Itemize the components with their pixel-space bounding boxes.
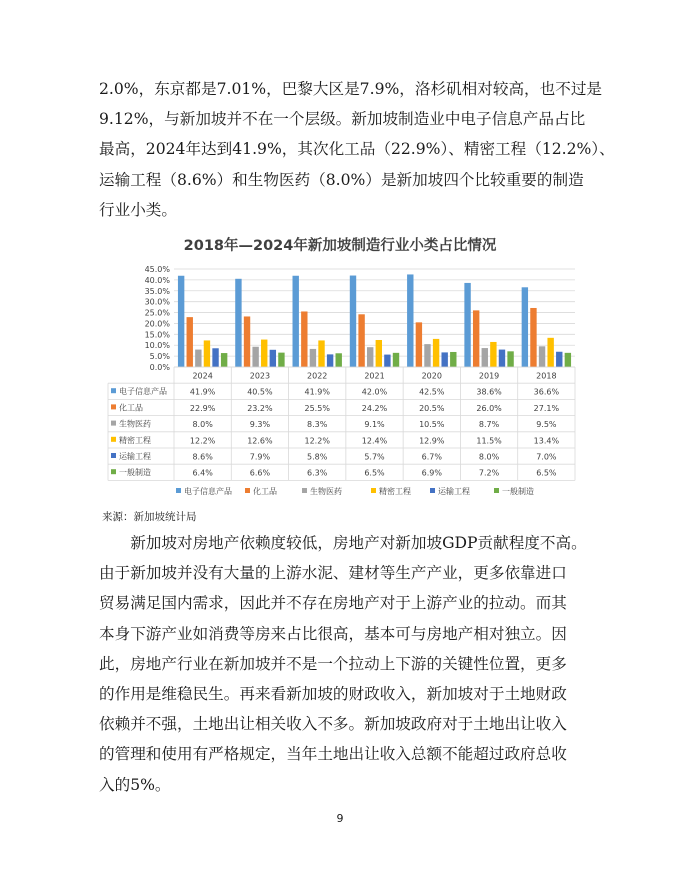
x-category-label: 2019 xyxy=(478,371,500,381)
bar xyxy=(336,353,342,367)
y-tick-label: 10.0% xyxy=(144,341,170,351)
data-label: 38.6% xyxy=(476,387,502,397)
legend-label: 生物医药 xyxy=(310,487,342,496)
data-label: 20.5% xyxy=(419,403,445,413)
bar xyxy=(301,311,307,367)
legend-swatch xyxy=(371,488,376,493)
data-label: 26.0% xyxy=(476,403,502,413)
text-line: 新加坡对房地产依赖度较低，房地产对新加坡GDP贡献程度不高。 xyxy=(99,534,587,552)
data-label: 9.3% xyxy=(249,420,271,430)
y-tick-label: 45.0% xyxy=(144,265,170,274)
bar xyxy=(235,279,241,367)
data-label: 23.2% xyxy=(247,403,273,413)
bar xyxy=(204,340,210,367)
legend-key xyxy=(111,388,116,393)
bar xyxy=(221,353,227,367)
data-label: 13.4% xyxy=(533,436,560,446)
data-label: 42.5% xyxy=(419,387,445,397)
legend-label: 电子信息产品 xyxy=(184,487,232,496)
legend-key xyxy=(111,421,116,426)
bar xyxy=(499,350,505,367)
data-label: 5.7% xyxy=(364,452,385,462)
text-line: 行业小类。 xyxy=(99,200,177,219)
legend-key xyxy=(111,453,116,458)
data-label: 36.6% xyxy=(533,387,560,397)
y-tick-label: 20.0% xyxy=(144,319,170,329)
text-line: 的管理和使用有严格规定，当年土地出让收入总额不能超过政府总收 xyxy=(99,745,567,764)
text-line: 此，房地产行业在新加坡并不是一个拉动上下游的关键性位置，更多 xyxy=(99,654,567,673)
legend-label: 化工品 xyxy=(253,487,277,496)
text-line: 由于新加坡并没有大量的上游水泥、建材等生产产业，更多依靠进口 xyxy=(99,564,567,583)
bar xyxy=(318,340,324,367)
data-label: 12.6% xyxy=(247,436,273,446)
bar xyxy=(178,276,184,367)
legend-swatch xyxy=(302,488,307,493)
text-line: 运输工程（8.6%）和生物医药（8.0%）是新加坡四个比较重要的制造 xyxy=(99,170,584,189)
bar xyxy=(424,344,430,367)
text-line: 入的5%。 xyxy=(99,775,171,794)
data-label: 6.5% xyxy=(364,468,385,478)
bar xyxy=(433,339,439,367)
data-label: 8.0% xyxy=(478,452,500,462)
bar xyxy=(358,314,364,367)
data-label: 41.9% xyxy=(189,387,216,397)
data-label: 6.9% xyxy=(421,468,442,478)
text-line: 的作用是维稳民生。再来看新加坡的财政收入，新加坡对于土地财政 xyxy=(99,685,567,704)
bar xyxy=(212,348,218,367)
x-category-label: 2024 xyxy=(192,371,213,381)
data-label: 9.5% xyxy=(536,420,557,430)
data-label: 5.8% xyxy=(307,452,328,462)
data-label: 40.5% xyxy=(247,387,273,397)
text-line: 9.12%，与新加坡并不在一个层级。新加坡制造业中电子信息产品占比 xyxy=(99,110,586,129)
data-label: 7.2% xyxy=(478,468,500,478)
data-label: 6.7% xyxy=(421,452,442,462)
y-tick-label: 30.0% xyxy=(144,297,170,307)
chart-title: 2018年—2024年新加坡制造行业小类占比情况 xyxy=(183,238,497,254)
body-paragraph-top xyxy=(99,74,619,225)
data-label: 12.4% xyxy=(361,436,388,446)
legend-label: 一般制造 xyxy=(502,487,534,496)
legend-key xyxy=(111,404,116,409)
data-label: 8.7% xyxy=(478,420,500,430)
data-label: 41.9% xyxy=(304,387,330,397)
y-tick-label: 5.0% xyxy=(149,352,170,362)
bar xyxy=(278,353,284,367)
data-label: 27.1% xyxy=(533,403,560,413)
bar xyxy=(393,353,399,367)
bar xyxy=(350,276,356,367)
data-label: 6.4% xyxy=(192,468,213,478)
bar xyxy=(327,354,333,367)
bar xyxy=(556,352,562,367)
legend-swatch xyxy=(176,488,181,493)
y-tick-label: 25.0% xyxy=(144,308,170,318)
bar xyxy=(252,347,258,367)
data-label: 12.9% xyxy=(419,436,445,446)
data-label: 8.0% xyxy=(192,420,213,430)
bar xyxy=(490,342,496,367)
data-label: 24.2% xyxy=(361,403,388,413)
table-row-label: 精密工程 xyxy=(119,435,151,445)
x-category-label: 2020 xyxy=(421,371,442,381)
bar xyxy=(187,317,193,367)
table-row-label: 一般制造 xyxy=(119,468,151,478)
y-tick-label: 35.0% xyxy=(144,286,170,296)
legend-swatch xyxy=(245,488,250,493)
x-category-label: 2021 xyxy=(364,371,385,381)
bar xyxy=(367,347,373,367)
bar xyxy=(244,316,250,367)
legend-swatch xyxy=(494,488,499,493)
bar xyxy=(310,349,316,367)
bar xyxy=(293,276,299,367)
bar xyxy=(547,338,553,367)
bar xyxy=(522,287,528,367)
data-label: 12.2% xyxy=(189,436,216,446)
legend-swatch xyxy=(430,488,435,493)
data-label: 8.3% xyxy=(307,420,328,430)
legend-key xyxy=(111,437,116,442)
data-label: 8.6% xyxy=(192,452,213,462)
data-label: 6.5% xyxy=(536,468,557,478)
legend-label: 运输工程 xyxy=(438,487,470,496)
data-label: 22.9% xyxy=(189,403,216,413)
data-label: 12.2% xyxy=(304,436,330,446)
bar xyxy=(565,353,571,367)
bar xyxy=(195,350,201,367)
legend-label: 精密工程 xyxy=(379,487,411,496)
text-line: 本身下游产业如消费等房来占比很高，基本可与房地产相对独立。因 xyxy=(99,624,567,643)
table-row-label: 化工品 xyxy=(119,403,143,413)
text-line: 依赖并不强，土地出让相关收入不多。新加坡政府对于土地出让收入 xyxy=(99,715,567,734)
body-paragraph-bottom xyxy=(99,528,619,800)
bar xyxy=(407,274,413,367)
y-tick-label: 0.0% xyxy=(149,363,170,372)
bar xyxy=(482,348,488,367)
bar xyxy=(261,340,267,367)
data-label: 42.0% xyxy=(361,387,388,397)
data-label: 9.1% xyxy=(364,420,385,430)
text-line: 2.0%，东京都是7.01%，巴黎大区是7.9%，洛杉矶相对较高，也不过是 xyxy=(99,80,603,98)
legend-key xyxy=(111,469,116,474)
y-tick-label: 40.0% xyxy=(144,275,170,285)
data-label: 11.5% xyxy=(476,436,502,446)
page-number: 9 xyxy=(336,812,344,825)
table-row-label: 电子信息产品 xyxy=(119,387,167,397)
data-label: 6.6% xyxy=(249,468,271,478)
bar xyxy=(441,352,447,367)
data-label: 25.5% xyxy=(304,403,330,413)
data-label: 7.0% xyxy=(536,452,557,462)
bar xyxy=(539,346,545,367)
data-label: 6.3% xyxy=(307,468,328,478)
x-category-label: 2022 xyxy=(307,371,328,381)
bar-chart xyxy=(0,255,680,507)
bar xyxy=(416,322,422,367)
bar xyxy=(507,351,513,367)
y-tick-label: 15.0% xyxy=(144,330,170,340)
table-row-label: 运输工程 xyxy=(119,452,151,461)
text-line: 最高，2024年达到41.9%，其次化工品（22.9%）、精密工程（12.2%）、 xyxy=(99,140,615,159)
source-note: 来源：新加坡统计局 xyxy=(102,511,197,523)
data-label: 7.9% xyxy=(249,452,271,462)
bar xyxy=(384,355,390,367)
bar xyxy=(464,283,470,367)
table-row-label: 生物医药 xyxy=(119,419,151,429)
bar xyxy=(530,308,536,367)
bar xyxy=(473,310,479,367)
bar xyxy=(376,340,382,367)
text-line: 贸易满足国内需求，因此并不存在房地产对于上游产业的拉动。而其 xyxy=(99,594,567,613)
x-category-label: 2018 xyxy=(536,371,557,381)
data-label: 10.5% xyxy=(419,420,445,430)
bar xyxy=(270,350,276,367)
bar xyxy=(450,352,456,367)
x-category-label: 2023 xyxy=(249,371,271,381)
